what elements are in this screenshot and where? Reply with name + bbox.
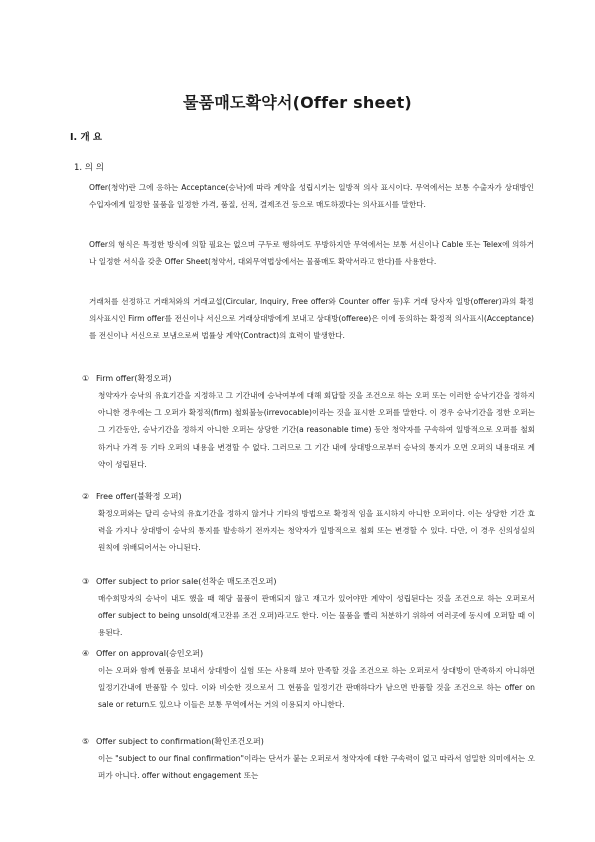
- item-heading-prior-sale: [82, 576, 277, 587]
- item-title: Offer subject to prior sale(선착순 매도조건오퍼): [96, 577, 277, 586]
- document-title: 물품매도확약서(Offer sheet): [183, 93, 412, 112]
- item-heading-confirmation: [82, 736, 264, 747]
- item-title: Offer on approval(승인오퍼): [96, 649, 204, 658]
- item-heading-approval: [82, 648, 203, 659]
- paragraph-process: 거래처를 선정하고 거래처와의 거래교섭(Circular, Inquiry, Free offer와 Counter offer 등)후 거래 당사자 일방(offerer)과의 확정의사표시인 Firm offer를 전신이나 서신으로 거래상대방에게 보내고 상대방(offeree)은 이에 동의하는 확정적 의사표시(Acceptance)를 전신이나 서신으로 보냄으로써 법률상 계약(Contract)의 효력이 발생한다.: [89, 297, 534, 341]
- item-heading-firm-offer: [82, 373, 172, 384]
- item-body-free-offer: 확정오퍼와는 달리 승낙의 유효기간을 정하지 않거나 기타의 방법으로 확정적 임을 표시하지 아니한 오퍼이다. 이는 상당한 기간 효력을 가지나 상대방이 승낙의 통지를 발송하기 전까지는 청약자가 일방적으로 철회 또는 변경할 수 있다. 다만, 이 경우 신의성실의 원칙에 위배되어서는 아니된다.: [98, 509, 535, 553]
- item-title: Free offer(불확정 오퍼): [96, 492, 182, 501]
- item-title: Firm offer(확정오퍼): [96, 374, 172, 383]
- item-body-confirmation: 이는 "subject to our final confirmation"이라는 단서가 붙는 오퍼로서 청약자에 대한 구속력이 없고 따라서 엄밀한 의미에서는 오퍼가 아니다. offer without engagement 또는: [98, 754, 535, 781]
- item-heading-free-offer: [82, 491, 182, 502]
- item-body-approval: 이는 오퍼와 함께 현품을 보내서 상대방이 실험 또는 사용해 보아 만족할 것을 조건으로 하는 오퍼로서 상대방이 만족하지 아니하면 일정기간내에 반품할 수 있다. 이와 비슷한 것으로서 그 현품을 일정기간 판매하다가 남으면 반품할 것을 조건으로 하는 offer on sale or return도 있으나 이들은 보통 무역에서는 거의 이용되지 아니한다.: [98, 666, 535, 710]
- item-marker: ①: [82, 374, 90, 383]
- subsection-heading: 1. 의 의: [74, 163, 104, 173]
- item-title: Offer subject to confirmation(확인조건오퍼): [96, 737, 264, 746]
- paragraph-definition: Offer(청약)란 그에 응하는 Acceptance(승낙)에 따라 계약을 성립시키는 일방적 의사 표시이다. 무역에서는 보통 수출자가 상대방인 수입자에게 일정한 물품을 일정한 가격, 품질, 선적, 결제조건 등으로 매도하겠다는 의사표시를 말한다.: [89, 183, 534, 210]
- item-marker: ②: [82, 492, 90, 501]
- section-heading: Ⅰ. 개 요: [70, 132, 103, 143]
- item-marker: ③: [82, 577, 90, 586]
- item-marker: ④: [82, 649, 90, 658]
- item-body-firm-offer: 청약자가 승낙의 유효기간을 지정하고 그 기간내에 승낙여부에 대해 회답할 것을 조건으로 하는 오퍼 또는 이러한 승낙기간을 정하지 아니한 경우에는 그 오퍼가 확정적(firm) 철회불능(irrevocable)이라는 것을 표시한 오퍼를 말한다. 이 경우 승낙기간을 정한 오퍼는 그 기간동안, 승낙기간을 정하지 아니한 오퍼는 상당한 기간(a reasonable time) 동안 청약자를 구속하여 일방적으로 오퍼를 철회하거나 가격 등 기타 오퍼의 내용을 변경할 수 없다. 그러므로 그 기간 내에 상대방으로부터 승낙의 통지가 오면 오퍼의 내용대로 계약이 성립된다.: [98, 391, 535, 469]
- item-marker: ⑤: [82, 737, 90, 746]
- item-body-prior-sale: 매수희망자의 승낙이 내도 했을 때 해당 물품이 판매되지 않고 재고가 있어야만 계약이 성립된다는 것을 조건으로 하는 오퍼로서 offer subject to being unsold(재고잔류 조건 오퍼)라고도 한다. 이는 물품을 빨리 처분하기 위하여 여러곳에 동시에 오퍼할 때 이용된다.: [98, 594, 535, 638]
- paragraph-form: Offer의 형식은 특정한 방식에 의할 필요는 없으며 구두로 행하여도 무방하지만 무역에서는 보통 서신이나 Cable 또는 Telex에 의하거나 일정한 서식을 갖춘 Offer Sheet(청약서, 대외무역법상에서는 물품매도 확약서라고 한다)를 사용한다.: [89, 240, 534, 267]
